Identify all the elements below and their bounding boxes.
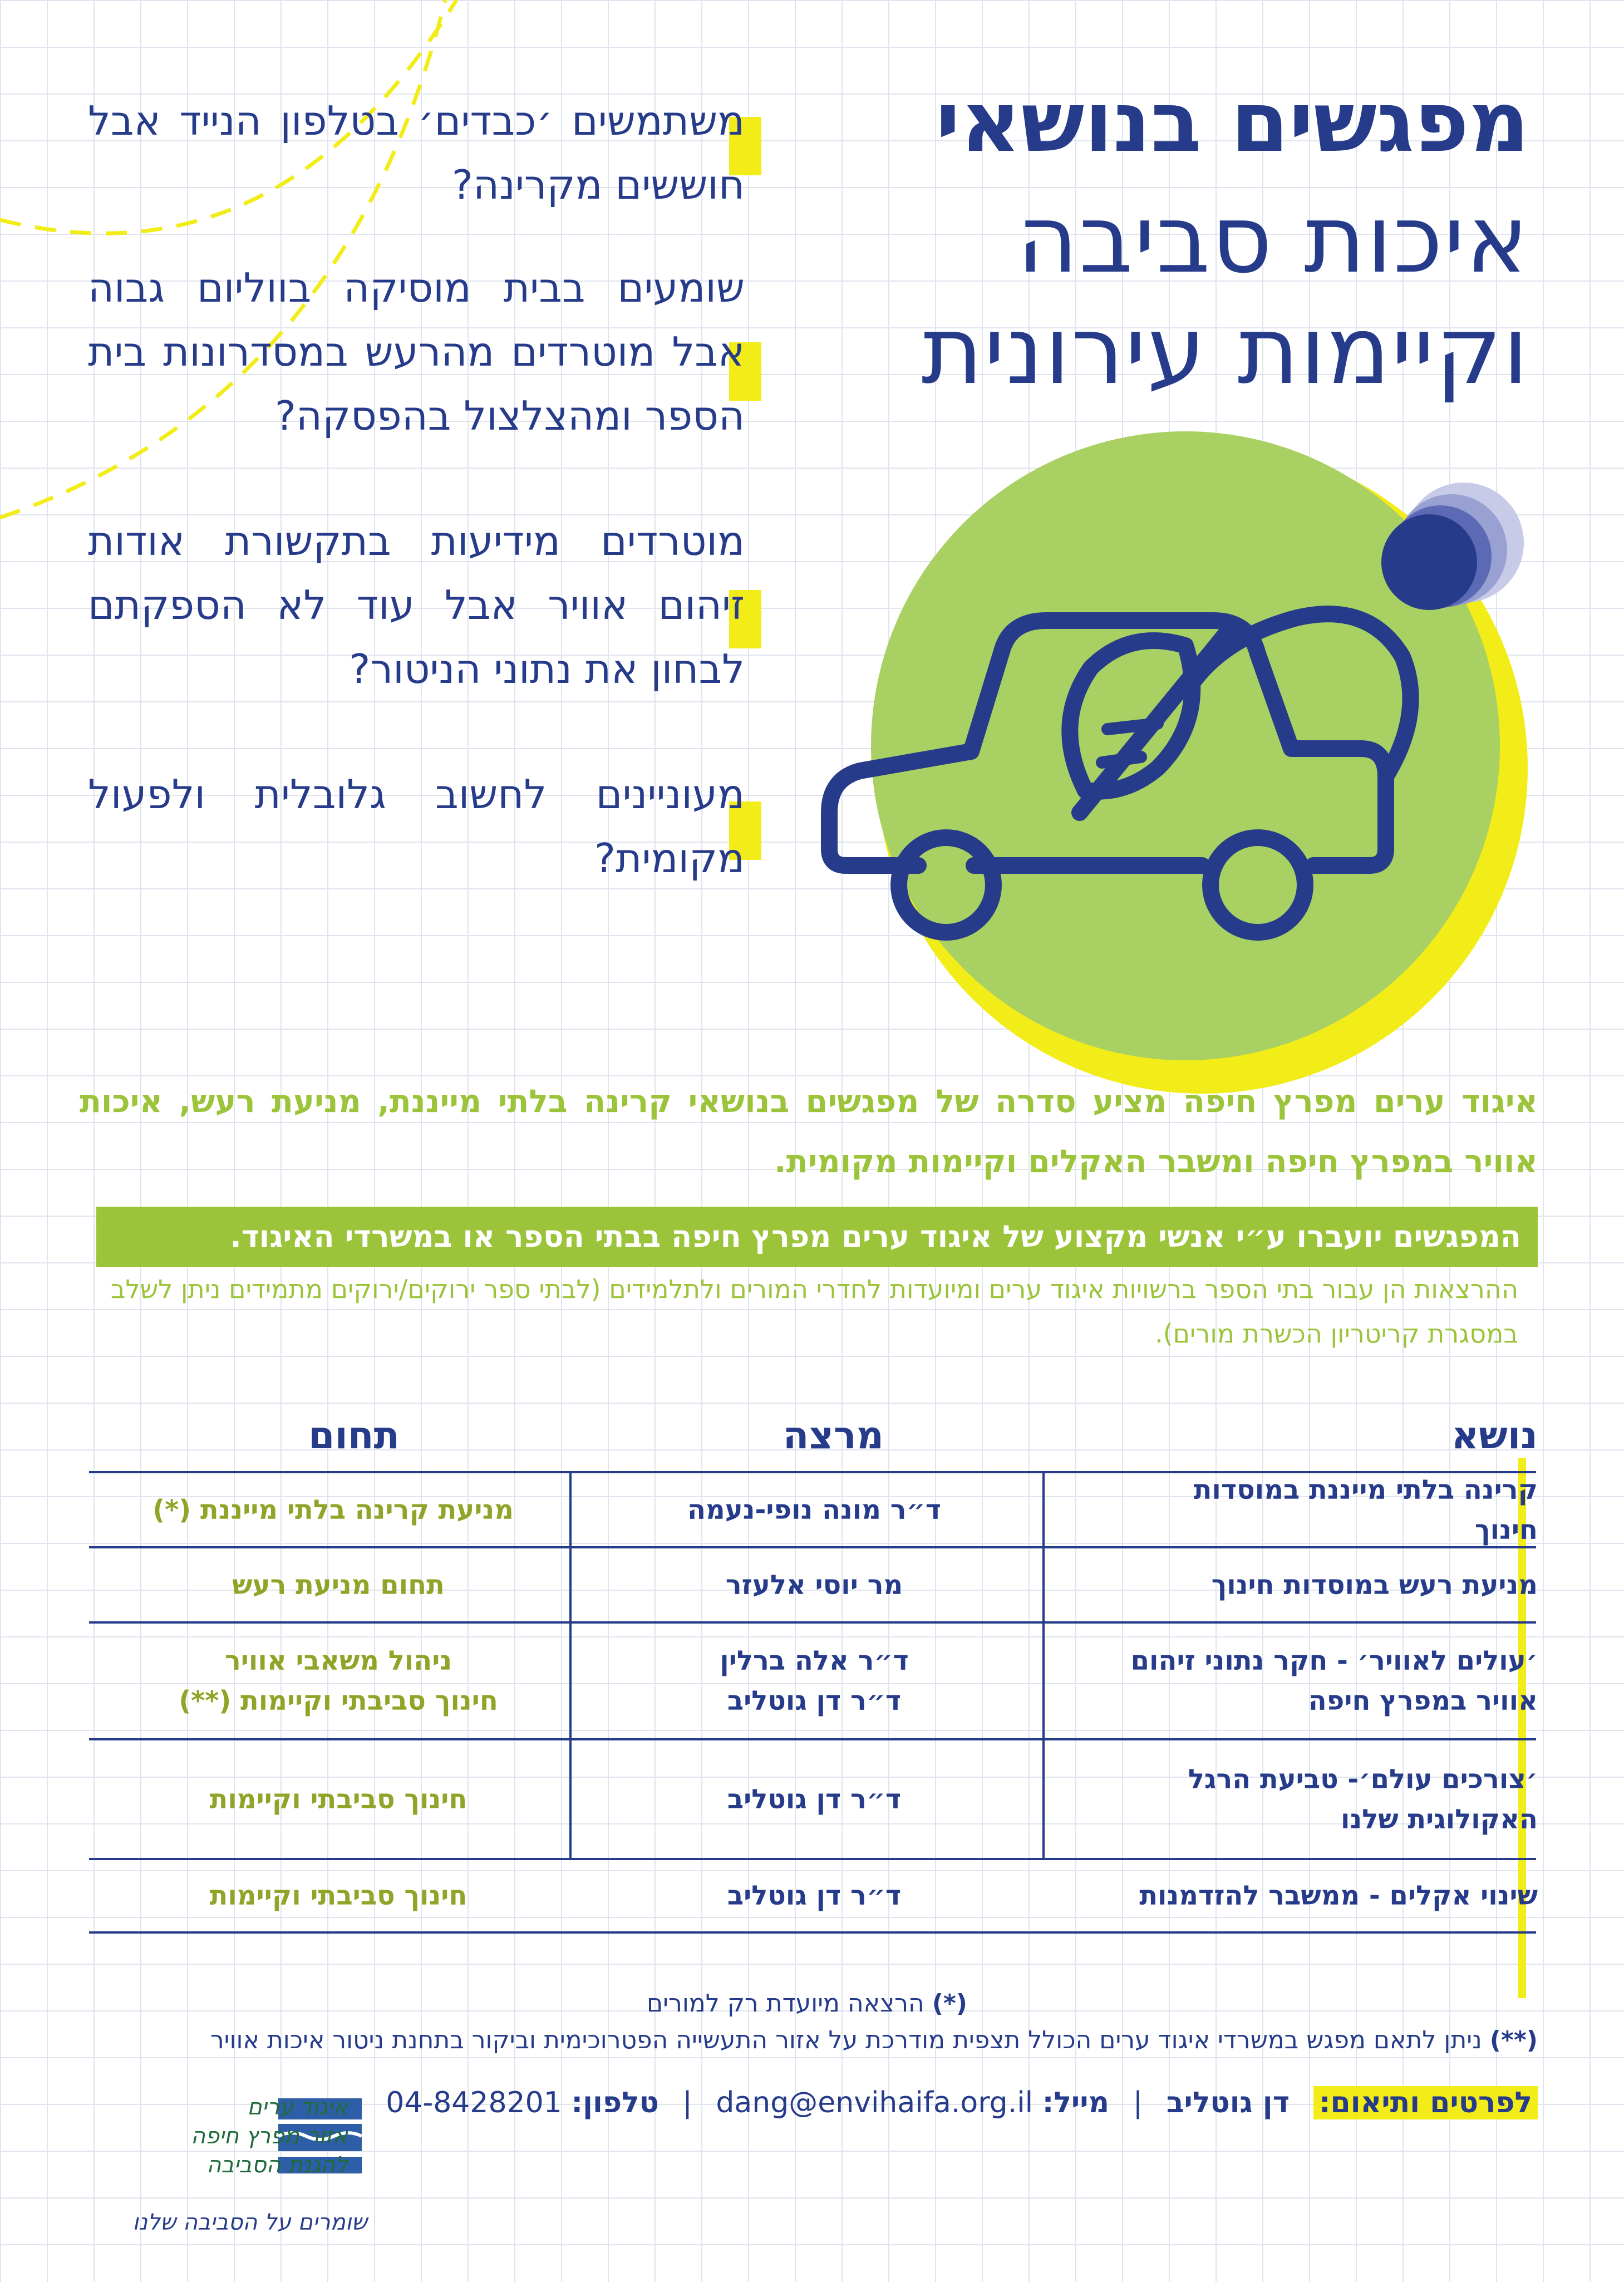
motion-circle — [1381, 514, 1477, 610]
cell-line: ד״ר דן גוטליב — [727, 1685, 902, 1717]
question-text: משתמשים ׳כבדים׳ בטלפון הנייד אבל חוששים מקרינה? — [88, 97, 745, 208]
table-cell-lecturer — [658, 1547, 970, 1622]
cell-line: ד״ר מונה נופי-נעמה — [687, 1494, 941, 1526]
cell-line: מר יוסי אלעזר — [725, 1569, 903, 1601]
question-text: מוטרדים מידיעות בתקשורת אודות זיהום אוויר אבל עוד לא הספקתם לבחון את נתוני הניטור? — [88, 518, 745, 692]
cell-line: האקולוגית שלנו — [1341, 1803, 1538, 1835]
cell-line: תחום מניעת רעש — [232, 1569, 445, 1601]
footnote-mark: (**) — [1489, 2026, 1538, 2054]
logo-line: אזור מפרץ חיפה — [191, 2123, 348, 2149]
phone-label: טלפון: — [571, 2086, 659, 2119]
divider: | — [682, 2086, 692, 2119]
table-cell-field — [166, 1547, 511, 1622]
contact-label: לפרטים ותיאום: — [1313, 2086, 1538, 2119]
table-header-field: תחום — [308, 1414, 400, 1458]
question-text: שומעים בבית מוסיקה בווליום גבוה אבל מוטרדים מהרעש במסדרונות בית הספר ומהצלצול בהפסקה? — [88, 264, 745, 439]
table-cell-lecturer — [658, 1472, 970, 1547]
logo-line: להגנת הסביבה — [206, 2152, 348, 2178]
mail-link[interactable]: dang@envihaifa.org.il — [716, 2086, 1034, 2119]
cell-line: חינוך סביבתי וקיימות — [209, 1880, 467, 1911]
cell-line: ד״ר אלה ברלין — [720, 1645, 909, 1676]
cell-line: ד״ר דן גוטליב — [727, 1783, 902, 1815]
contact-line — [313, 2081, 1538, 2125]
table-cell-lecturer — [658, 1622, 970, 1739]
cell-line: אוויר במפרץ חיפה — [1308, 1685, 1538, 1717]
table-cell-topic — [1129, 1739, 1538, 1859]
table-cell-topic — [1129, 1859, 1538, 1932]
table-cell-field — [166, 1739, 511, 1859]
mail-label: מייל: — [1042, 2086, 1110, 2119]
table-header-lecturer: מרצה — [783, 1414, 884, 1458]
cell-line: שינוי אקלים - ממשבר להזדמנות — [1139, 1880, 1538, 1911]
cell-line: מניעת רעש במוסדות חינוך — [1211, 1569, 1538, 1601]
cell-line: קרינה בלתי מייננת במוסדות חינוך — [1193, 1474, 1538, 1546]
cell-line: ד״ר דן גוטליב — [727, 1880, 902, 1911]
divider: | — [1133, 2086, 1143, 2119]
footnote-text: הרצאה מיועדת רק למורים — [646, 1989, 924, 2018]
logo-line: איגוד ערים — [247, 2094, 348, 2120]
footnote-text: ניתן לתאם מפגש במשרדי איגוד ערים הכולל תצפית מודרכת על אזור התעשייה הפטרוכימית וביקור בתחנת ניטור איכות אוויר — [210, 2026, 1482, 2054]
cell-line: ׳עולים לאוויר׳ - חקר נתוני זיהום — [1130, 1645, 1538, 1676]
table-cell-lecturer — [658, 1859, 970, 1932]
cell-line: ׳צורכים עולם׳- טביעת הרגל — [1188, 1763, 1538, 1795]
subtitle-line: איכות סביבה — [1017, 185, 1529, 294]
table-cell-topic — [1129, 1547, 1538, 1622]
page-subtitle — [695, 184, 1529, 406]
note-paragraph: ההרצאות הן עבור בתי הספר ברשויות איגוד ערים ומיועדות לחדרי המורים ולתלמידים (לבתי ספר ירוקים/ירוקים מתמידים ניתן לשלב במסגרת קריטריון הכשרת מורים). — [110, 1274, 1518, 1349]
cell-line: חינוך סביבתי וקיימות (**) — [179, 1685, 498, 1717]
table-cell-field — [166, 1859, 511, 1932]
table-cell-field — [166, 1622, 511, 1739]
subtitle-line: וקיימות עירונית — [921, 296, 1529, 405]
question-text: מעוניינים לחשוב גלובלית ולפעול מקומית? — [88, 771, 745, 882]
footnote-mark: (*) — [932, 1989, 967, 2018]
cell-line: ניהול משאבי אוויר — [224, 1645, 452, 1676]
table-cell-field — [74, 1472, 514, 1547]
contact-name: דן גוטליב — [1166, 2086, 1290, 2119]
intro-paragraph: איגוד ערים מפרץ חיפה מציע סדרה של מפגשים בנושאי קרינה בלתי מייננת, מניעת רעש, איכות אוויר במפרץ חיפה ומשבר האקלים וקיימות מקומית. — [80, 1083, 1538, 1180]
table-cell-topic — [1129, 1472, 1538, 1547]
table-cell-topic — [1129, 1622, 1538, 1739]
table-cell-lecturer — [658, 1739, 970, 1859]
footnote-1 — [299, 1986, 967, 2022]
phone-number: 04-8428201 — [386, 2086, 562, 2119]
logo-text — [103, 2093, 348, 2180]
footnote-2 — [35, 2023, 1538, 2058]
cell-line: חינוך סביבתי וקיימות — [209, 1783, 467, 1815]
logo-slogan: שומרים על הסביבה שלנו — [132, 2210, 367, 2235]
banner-text: המפגשים יועברו ע״י אנשי מקצוע של איגוד ערים מפרץ חיפה בבתי הספר או במשרדי האיגוד. — [230, 1219, 1521, 1254]
page-title: מפגשים בנושאי — [936, 74, 1529, 171]
cell-line: מניעת קרינה בלתי מייננת (*) — [152, 1494, 514, 1526]
table-header-topic: נושא — [1451, 1414, 1538, 1458]
